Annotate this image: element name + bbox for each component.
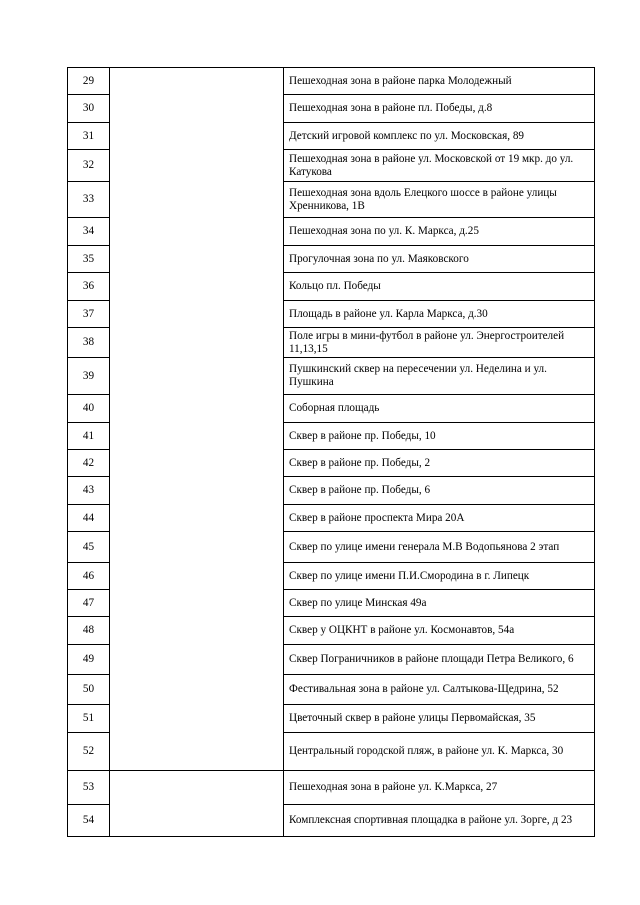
row-description: Прогулочная зона по ул. Маяковского bbox=[284, 246, 595, 273]
row-description: Сквер по улице имени генерала М.В Водопьянова 2 этап bbox=[284, 532, 595, 563]
row-number: 29 bbox=[68, 68, 110, 95]
row-description: Сквер в районе пр. Победы, 2 bbox=[284, 450, 595, 477]
row-number: 38 bbox=[68, 328, 110, 358]
row-description: Пешеходная зона по ул. К. Маркса, д.25 bbox=[284, 218, 595, 246]
row-description: Сквер в районе проспекта Мира 20А bbox=[284, 505, 595, 532]
row-number: 40 bbox=[68, 395, 110, 423]
row-description: Кольцо пл. Победы bbox=[284, 273, 595, 301]
row-description: Пешеходная зона вдоль Елецкого шоссе в районе улицы Хренникова, 1В bbox=[284, 182, 595, 218]
row-description: Сквер в районе пр. Победы, 6 bbox=[284, 477, 595, 505]
row-number: 30 bbox=[68, 95, 110, 123]
table-row bbox=[68, 771, 595, 805]
row-description: Пешеходная зона в районе ул. К.Маркса, 27 bbox=[284, 771, 595, 805]
row-number: 52 bbox=[68, 733, 110, 771]
row-number: 31 bbox=[68, 123, 110, 150]
row-description: Соборная площадь bbox=[284, 395, 595, 423]
row-number: 34 bbox=[68, 218, 110, 246]
row-description: Пешеходная зона в районе ул. Московской от 19 мкр. до ул. Катукова bbox=[284, 150, 595, 182]
row-number: 50 bbox=[68, 675, 110, 705]
row-number: 35 bbox=[68, 246, 110, 273]
row-description: Пешеходная зона в районе парка Молодежный bbox=[284, 68, 595, 95]
row-description: Пушкинский сквер на пересечении ул. Неделина и ул. Пушкина bbox=[284, 358, 595, 395]
row-number: 54 bbox=[68, 805, 110, 837]
row-description: Детский игровой комплекс по ул. Московская, 89 bbox=[284, 123, 595, 150]
row-number: 47 bbox=[68, 590, 110, 617]
row-number: 36 bbox=[68, 273, 110, 301]
row-number: 46 bbox=[68, 563, 110, 590]
row-description: Сквер по улице имени П.И.Смородина в г. Липецк bbox=[284, 563, 595, 590]
row-description: Пешеходная зона в районе пл. Победы, д.8 bbox=[284, 95, 595, 123]
row-description: Центральный городской пляж, в районе ул. К. Маркса, 30 bbox=[284, 733, 595, 771]
row-description: Сквер по улице Минская 49а bbox=[284, 590, 595, 617]
row-number: 44 bbox=[68, 505, 110, 532]
merged-empty-cell bbox=[110, 771, 284, 837]
row-description: Фестивальная зона в районе ул. Салтыкова-Щедрина, 52 bbox=[284, 675, 595, 705]
row-number: 49 bbox=[68, 645, 110, 675]
row-description: Поле игры в мини-футбол в районе ул. Энергостроителей 11,13,15 bbox=[284, 328, 595, 358]
row-number: 51 bbox=[68, 705, 110, 733]
merged-empty-cell bbox=[110, 68, 284, 771]
row-number: 53 bbox=[68, 771, 110, 805]
row-description: Цветочный сквер в районе улицы Первомайская, 35 bbox=[284, 705, 595, 733]
row-description: Площадь в районе ул. Карла Маркса, д.30 bbox=[284, 301, 595, 328]
row-number: 45 bbox=[68, 532, 110, 563]
row-description: Сквер у ОЦКНТ в районе ул. Космонавтов, 54а bbox=[284, 617, 595, 645]
row-number: 42 bbox=[68, 450, 110, 477]
row-number: 37 bbox=[68, 301, 110, 328]
row-number: 48 bbox=[68, 617, 110, 645]
row-number: 41 bbox=[68, 423, 110, 450]
row-number: 32 bbox=[68, 150, 110, 182]
row-description: Сквер Пограничников в районе площади Петра Великого, 6 bbox=[284, 645, 595, 675]
table-row bbox=[68, 68, 595, 95]
row-number: 39 bbox=[68, 358, 110, 395]
row-description: Комплексная спортивная площадка в районе ул. Зорге, д 23 bbox=[284, 805, 595, 837]
objects-table bbox=[67, 67, 595, 837]
row-description: Сквер в районе пр. Победы, 10 bbox=[284, 423, 595, 450]
row-number: 43 bbox=[68, 477, 110, 505]
row-number: 33 bbox=[68, 182, 110, 218]
